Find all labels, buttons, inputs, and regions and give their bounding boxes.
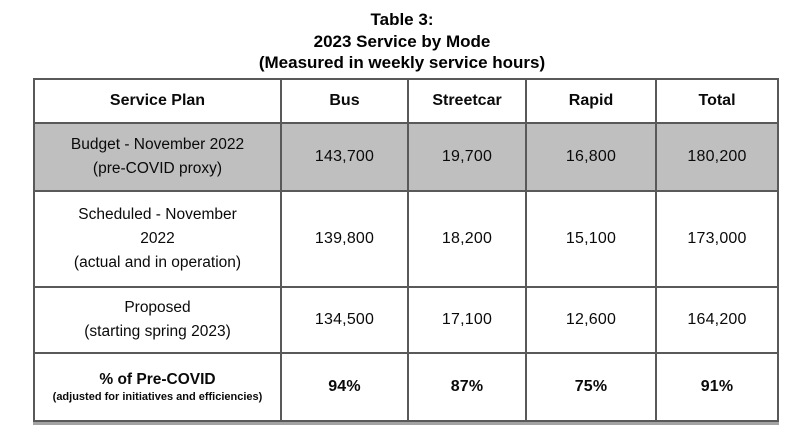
cell-budget-bus: 143,700 xyxy=(281,123,408,191)
cell-pct-rapid: 75% xyxy=(526,353,656,421)
table-container xyxy=(33,78,779,422)
column-header-total: Total xyxy=(656,79,778,123)
cell-proposed-total: 164,200 xyxy=(656,287,778,353)
row-label-line: 2022 xyxy=(140,230,175,247)
row-label-line: % of Pre-COVID xyxy=(99,371,216,388)
row-label-line: (actual and in operation) xyxy=(73,254,242,271)
row-label-subtext: (adjusted for initiatives and efficiencies) xyxy=(52,391,263,403)
header-row xyxy=(34,79,778,123)
table-row-pct-pre-covid xyxy=(34,353,778,421)
cell-proposed-rapid: 12,600 xyxy=(526,287,656,353)
row-label-pct-pre-covid xyxy=(34,353,281,421)
table-title-line-1: Table 3: xyxy=(370,10,434,29)
table-row-scheduled xyxy=(34,191,778,287)
table-title-line-2: 2023 Service by Mode xyxy=(313,31,491,51)
cell-scheduled-total: 173,000 xyxy=(656,191,778,287)
cell-scheduled-bus: 139,800 xyxy=(281,191,408,287)
table-row-proposed xyxy=(34,287,778,353)
cell-pct-streetcar: 87% xyxy=(408,353,526,421)
cell-pct-bus: 94% xyxy=(281,353,408,421)
row-label-proposed xyxy=(34,287,281,353)
table-title xyxy=(0,9,804,74)
cell-scheduled-rapid: 15,100 xyxy=(526,191,656,287)
row-label-line: Proposed xyxy=(124,299,191,316)
cell-pct-total: 91% xyxy=(656,353,778,421)
row-label-line: Scheduled - November xyxy=(78,206,237,223)
cell-scheduled-streetcar: 18,200 xyxy=(408,191,526,287)
row-label-line: (pre-COVID proxy) xyxy=(92,160,223,177)
row-label-scheduled xyxy=(34,191,281,287)
table-title-line-3: (Measured in weekly service hours) xyxy=(258,53,546,72)
column-header-streetcar: Streetcar xyxy=(408,79,526,123)
row-label-budget xyxy=(34,123,281,191)
table-row-budget xyxy=(34,123,778,191)
column-header-service-plan: Service Plan xyxy=(34,79,281,123)
service-by-mode-table xyxy=(33,78,779,422)
row-label-line: (starting spring 2023) xyxy=(84,323,231,340)
cell-proposed-bus: 134,500 xyxy=(281,287,408,353)
cell-proposed-streetcar: 17,100 xyxy=(408,287,526,353)
cell-budget-streetcar: 19,700 xyxy=(408,123,526,191)
cell-budget-total: 180,200 xyxy=(656,123,778,191)
cell-budget-rapid: 16,800 xyxy=(526,123,656,191)
column-header-rapid: Rapid xyxy=(526,79,656,123)
row-label-line: Budget - November 2022 xyxy=(70,136,245,153)
column-header-bus: Bus xyxy=(281,79,408,123)
